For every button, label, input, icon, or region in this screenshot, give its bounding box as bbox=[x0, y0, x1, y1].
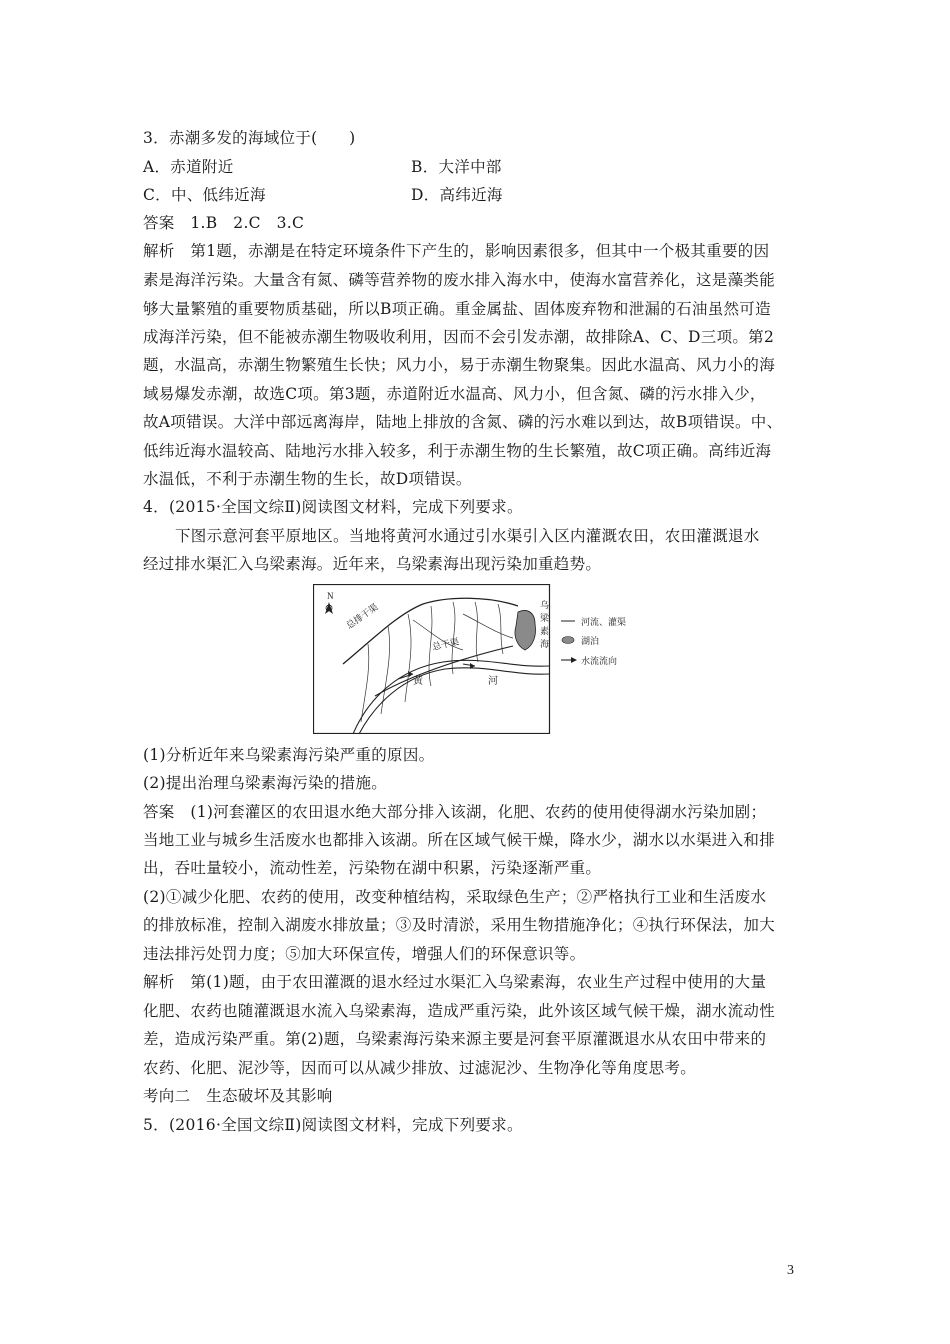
answer-line: 的排放标准，控制入湖废水排放量；③及时清淤，采用生物措施净化；④执行环保法，加大 bbox=[143, 916, 776, 934]
question-4-stem: 4．(2015·全国文综Ⅱ)阅读图文材料，完成下列要求。 bbox=[143, 498, 523, 516]
analysis-line: 域易爆发赤潮，故选C项。第3题，赤道附近水温高、风力小，但含氮、磷的污水排入少， bbox=[143, 385, 766, 403]
legend-lake-label: 湖泊 bbox=[581, 637, 600, 647]
river-label-he: 河 bbox=[488, 676, 498, 687]
sub-question-1: (1)分析近年来乌梁素海污染严重的原因。 bbox=[143, 746, 435, 764]
lake-label-char: 海 bbox=[540, 640, 550, 650]
drain-canal-label: 总排干渠 bbox=[344, 602, 381, 632]
analysis-line: 化肥、农药也随灌溉退水流入乌梁素海，造成严重污染，此外该区域气候干燥，湖水流动性 bbox=[143, 1002, 776, 1020]
analysis-line: 成海洋污染，但不能被赤潮生物吸收利用，因而不会引发赤潮，故排除A、C、D三项。第2 bbox=[143, 328, 775, 346]
option-d: D．高纬近海 bbox=[411, 186, 503, 204]
analysis-line: 解析 第(1)题，由于农田灌溉的退水经过水渠汇入乌梁素海，农业生产过程中使用的大量 bbox=[143, 973, 767, 991]
answer-line: (2)①减少化肥、农药的使用，改变种植结构，采取绿色生产；②严格执行工业和生活废水 bbox=[143, 888, 767, 906]
answer-1-3: 答案 1.B 2.C 3.C bbox=[143, 214, 305, 232]
analysis-line: 故A项错误。大洋中部远离海岸，陆地上排放的含氮、磷的污水难以到达，故B项错误。中、 bbox=[143, 413, 783, 431]
page-number: 3 bbox=[787, 1263, 794, 1278]
analysis-line: 差，造成污染严重。第(2)题，乌梁素海污染来源主要是河套平原灌溉退水从农田中带来的 bbox=[143, 1030, 767, 1048]
analysis-line: 题，水温高，赤潮生物繁殖生长快；风力小，易于赤潮生物聚集。因此水温高、风力小的海 bbox=[143, 356, 776, 374]
analysis-line: 低纬近海水温较高、陆地污水排入较多，利于赤潮生物的生长繁殖，故C项正确。高纬近海 bbox=[143, 442, 772, 460]
lake-label-char: 乌 bbox=[540, 601, 550, 611]
answer-line: 违法排污处罚力度；⑤加大环保宣传，增强人们的环保意识等。 bbox=[143, 945, 586, 963]
sub-question-2: (2)提出治理乌梁素海污染的措施。 bbox=[143, 774, 388, 792]
legend-flow-label: 水流流向 bbox=[581, 657, 618, 667]
lake-label-char: 素 bbox=[540, 627, 550, 637]
analysis-line: 够大量繁殖的重要物质基础，所以B项正确。重金属盐、固体废弃物和泄漏的石油虽然可造 bbox=[143, 300, 771, 318]
question-3-stem: 3．赤潮多发的海域位于( ) bbox=[143, 129, 356, 147]
analysis-line: 水温低，不利于赤潮生物的生长，故D项错误。 bbox=[143, 470, 472, 488]
material-line: 下图示意河套平原地区。当地将黄河水通过引水渠引入区内灌溉农田，农田灌溉退水 bbox=[175, 527, 760, 545]
hetao-plain-map bbox=[313, 584, 643, 734]
question-5-stem: 5．(2016·全国文综Ⅱ)阅读图文材料，完成下列要求。 bbox=[143, 1116, 523, 1134]
option-b: B．大洋中部 bbox=[411, 158, 502, 176]
material-line: 经过排水渠汇入乌梁素海。近年来，乌梁素海出现污染加重趋势。 bbox=[143, 555, 602, 573]
answer-line: 当地工业与城乡生活废水也都排入该湖。所在区域气候干燥，降水少，湖水以水渠进入和排 bbox=[143, 831, 776, 849]
analysis-line: 素是海洋污染。大量含有氮、磷等营养物的废水排入海水中，使海水富营养化，这是藻类能 bbox=[143, 271, 776, 289]
analysis-line: 农药、化肥、泥沙等，因而可以从减少排放、过滤泥沙、生物净化等角度思考。 bbox=[143, 1059, 697, 1077]
option-a: A．赤道附近 bbox=[143, 158, 234, 176]
map-legend bbox=[561, 616, 626, 667]
river-label-huang: 黄 bbox=[413, 676, 423, 687]
option-c: C．中、低纬近海 bbox=[143, 186, 266, 204]
analysis-line: 解析 第1题，赤潮是在特定环境条件下产生的，影响因素很多，但其中一个极其重要的因 bbox=[143, 242, 770, 260]
answer-line: 出，吞吐量较小，流动性差，污染物在湖中积累，污染逐渐严重。 bbox=[143, 859, 602, 877]
north-label: N bbox=[327, 591, 334, 601]
lake-label-char: 梁 bbox=[540, 614, 550, 624]
answer-line: 答案 (1)河套灌区的农田退水绝大部分排入该湖，化肥、农药的使用使得湖水污染加剧； bbox=[143, 803, 767, 821]
section-heading: 考向二 生态破坏及其影响 bbox=[143, 1087, 333, 1105]
main-canal-label: 总干渠 bbox=[431, 637, 461, 653]
legend-river-label: 河流、灌渠 bbox=[581, 618, 627, 628]
